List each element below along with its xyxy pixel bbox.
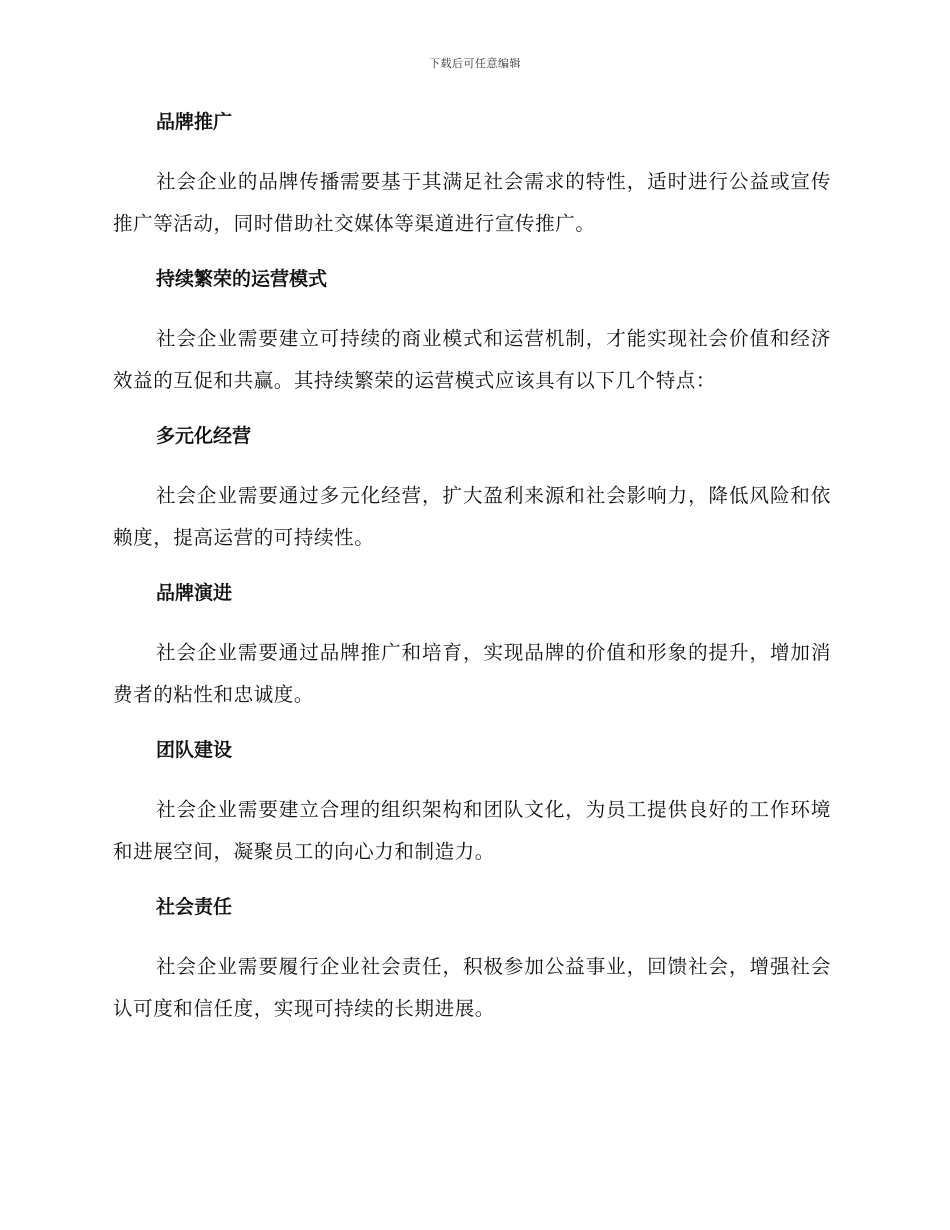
section-paragraph: 社会企业的品牌传播需要基于其满足社会需求的特性，适时进行公益或宣传推广等活动，同时借助社交媒体等渠道进行宣传推广。 [113,170,831,235]
section-heading: 品牌演进 [156,582,233,604]
section-brand-promotion [113,108,831,265]
section-paragraph: 社会企业需要履行企业社会责任，积极参加公益事业，回馈社会，增强社会认可度和信任度，实现可持续的长期进展。 [113,955,831,1020]
section-paragraph: 社会企业需要通过品牌推广和培育，实现品牌的价值和形象的提升，增加消费者的粘性和忠诚度。 [113,641,831,706]
header-note: 下载后可任意编辑 [429,57,521,70]
section-paragraph: 社会企业需要建立可持续的商业模式和运营机制，才能实现社会价值和经济效益的互促和共赢。其持续繁荣的运营模式应该具有以下几个特点： [113,327,831,392]
section-heading: 团队建设 [156,739,233,761]
section-heading: 多元化经营 [156,425,252,447]
section-paragraph: 社会企业需要建立合理的组织架构和团队文化，为员工提供良好的工作环境和进展空间，凝聚员工的向心力和制造力。 [113,798,831,863]
section-heading: 品牌推广 [156,111,233,133]
section-heading: 持续繁荣的运营模式 [156,268,328,290]
document-body [113,108,831,1030]
section-sustainable-operation [113,265,831,422]
section-paragraph: 社会企业需要通过多元化经营，扩大盈利来源和社会影响力，降低风险和依赖度，提高运营的可持续性。 [113,484,831,549]
section-brand-evolution [113,579,831,736]
section-diversification [113,422,831,579]
section-social-responsibility [113,893,831,1030]
section-heading: 社会责任 [156,896,233,918]
section-team-building [113,736,831,893]
